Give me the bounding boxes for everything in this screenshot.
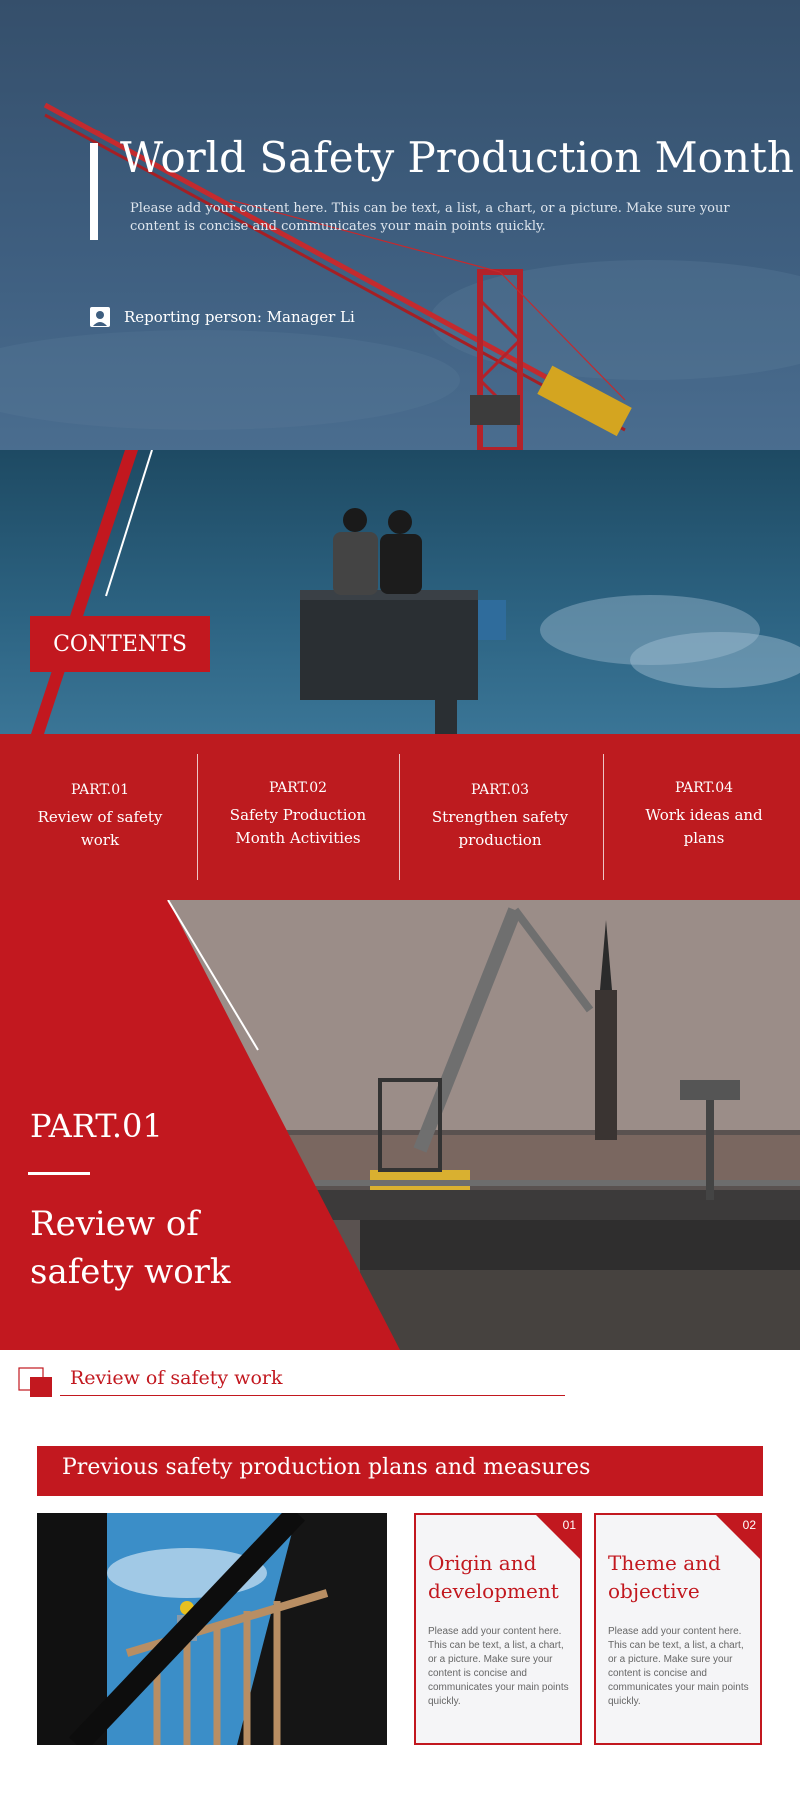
section-title: Review of safety work [30,1204,231,1292]
part-label: PART.04 [674,780,734,796]
banner [37,1446,763,1496]
contents-slide [0,450,800,900]
part-item-1[interactable] [0,754,200,852]
title-accent-bar [90,143,98,240]
user-icon [90,307,110,327]
title-slide [0,0,800,450]
part-title: Review of safety work [37,808,163,849]
header-rule [60,1395,565,1396]
card-body: Please add your content here. This can be text, a list, a chart, or a picture. Make sure your content is concise and communicates your main points quickly. [608,1626,749,1707]
part-item-3[interactable] [400,754,600,852]
title-subtitle: Please add your content here. This can be text, a list, a chart, or a picture. Make sure your content is concise and communicates your main points quickly. [130,201,730,234]
reporter-text: Reporting person: Manager Li [124,308,355,326]
card-number: 01 [562,1518,576,1532]
card-title: Theme and objective [608,1551,721,1603]
section-slide [0,900,800,1350]
contents-label: CONTENTS [30,616,210,672]
info-card-2 [594,1513,762,1745]
info-card-1 [414,1513,582,1745]
card-body: Please add your content here. This can be text, a list, a chart, or a picture. Make sure your content is concise and communicates your main points quickly. [428,1626,569,1707]
part-title: Safety Production Month Activities [229,806,367,847]
card-title: Origin and development [428,1551,559,1603]
part-item-4[interactable] [604,754,800,850]
card-number: 02 [742,1518,756,1532]
banner-title: Previous safety production plans and measures [62,1455,591,1480]
part-label: PART.03 [470,782,530,798]
part-item-2[interactable] [198,754,398,850]
slide-header: Review of safety work [70,1367,283,1389]
page-title: World Safety Production Month [120,133,794,182]
detail-slide [0,1350,800,1800]
worker-photo [37,1513,387,1745]
reporter-line [90,307,355,327]
part-label: PART.02 [268,780,328,796]
part-title: Work ideas and plans [645,806,763,847]
section-part-label: PART.01 [30,1107,163,1145]
part-label: PART.01 [70,782,130,798]
header-square-icon [18,1367,54,1399]
part-title: Strengthen safety production [431,808,569,849]
